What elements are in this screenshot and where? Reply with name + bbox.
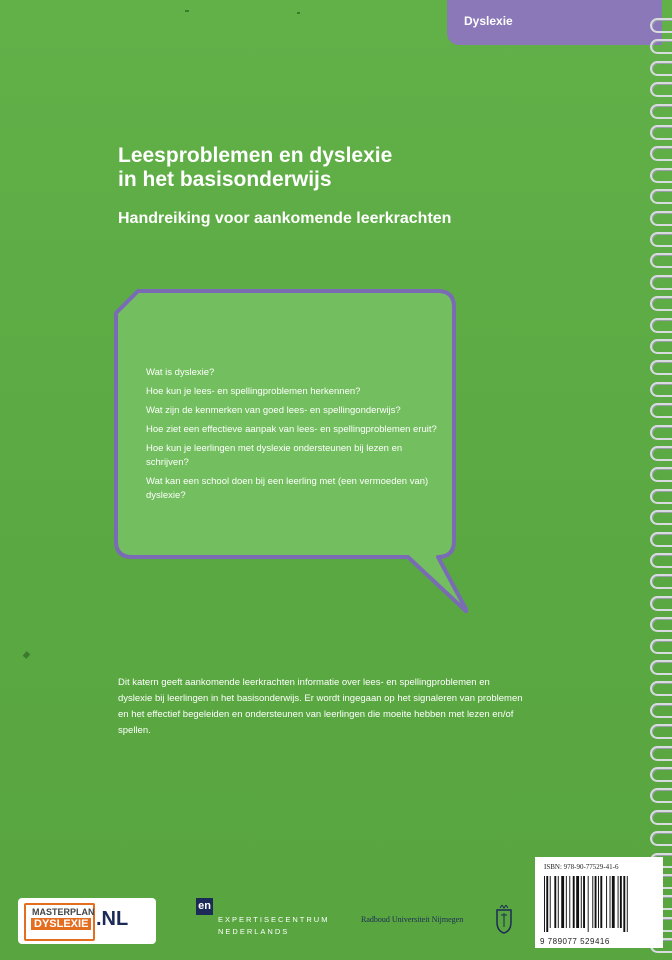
- question-list: [146, 366, 446, 508]
- barcode-bar: [610, 876, 611, 928]
- spiral-coil: [650, 746, 672, 761]
- barcode-bar: [618, 876, 619, 928]
- spiral-coil: [650, 253, 672, 268]
- barcode-bar: [550, 876, 551, 928]
- barcode-bar: [623, 876, 625, 932]
- spiral-coil: [650, 831, 672, 846]
- radboud-logo-text: Radboud Universiteit Nijmegen: [361, 915, 464, 924]
- spiral-coil: [650, 61, 672, 76]
- category-tab-label: Dyslexie: [464, 14, 513, 28]
- spiral-coil: [650, 382, 672, 397]
- spiral-coil: [650, 318, 672, 333]
- spiral-coil: [650, 18, 672, 33]
- spiral-coil: [650, 574, 672, 589]
- spiral-coil: [650, 125, 672, 140]
- spiral-coil: [650, 425, 672, 440]
- print-speck: [297, 12, 300, 14]
- spiral-coil: [650, 767, 672, 782]
- barcode-bar: [600, 876, 602, 928]
- spiral-coil: [650, 275, 672, 290]
- spiral-binding: [650, 18, 672, 958]
- book-title-line-1: Leesproblemen en dyslexie: [118, 144, 393, 167]
- barcode-bar: [561, 876, 564, 928]
- barcode-bar: [554, 876, 556, 928]
- spiral-coil: [650, 211, 672, 226]
- book-title-line-2: in het basisonderwijs: [118, 168, 332, 191]
- barcode-bar: [627, 876, 628, 932]
- barcode-bar: [544, 876, 545, 932]
- barcode-bar: [573, 876, 575, 928]
- spiral-coil: [650, 724, 672, 739]
- spiral-coil: [650, 489, 672, 504]
- spiral-coil: [650, 681, 672, 696]
- question-item: Hoe kun je lees- en spellingproblemen herkennen?: [146, 386, 361, 397]
- barcode-bar: [592, 876, 593, 928]
- barcode-bar: [566, 876, 567, 928]
- barcode-bar: [620, 876, 622, 928]
- isbn-text: ISBN: 978-90-77529-41-6: [544, 863, 619, 871]
- spiral-coil: [650, 553, 672, 568]
- spiral-coil: [650, 189, 672, 204]
- print-speck: [185, 10, 189, 12]
- spiral-coil: [650, 617, 672, 632]
- spiral-coil: [650, 403, 672, 418]
- barcode-bar: [595, 876, 597, 928]
- radboud-crest-icon: [494, 905, 514, 935]
- spiral-coil: [650, 660, 672, 675]
- expertisecentrum-logo-line-2: NEDERLANDS: [218, 927, 290, 936]
- barcode-image: [544, 876, 656, 932]
- spiral-coil: [650, 296, 672, 311]
- spiral-coil: [650, 639, 672, 654]
- spiral-coil: [650, 360, 672, 375]
- barcode-bar: [606, 876, 607, 928]
- masterplan-logo-top: MASTERPLAN: [32, 907, 95, 917]
- spiral-coil: [650, 788, 672, 803]
- question-item: Wat zijn de kenmerken van goed lees- en spellingonderwijs?: [146, 405, 401, 416]
- expertisecentrum-logo-line-1: EXPERTISECENTRUM: [218, 915, 330, 924]
- book-title: [118, 144, 392, 192]
- barcode-bar: [588, 876, 589, 932]
- barcode-bar: [583, 876, 585, 928]
- spiral-coil: [650, 104, 672, 119]
- masterplan-logo-bottom: DYSLEXIE: [31, 918, 91, 930]
- barcode-bar: [581, 876, 582, 928]
- question-item: Hoe ziet een effectieve aanpak van lees- en spellingproblemen eruit?: [146, 424, 437, 435]
- spiral-coil: [650, 810, 672, 825]
- expertisecentrum-icon: en: [196, 898, 213, 915]
- spiral-coil: [650, 532, 672, 547]
- barcode-number: 9 789077 529416: [540, 937, 610, 946]
- barcode-bar: [612, 876, 615, 928]
- spiral-coil: [650, 146, 672, 161]
- barcode-bar: [546, 876, 548, 932]
- spiral-coil: [650, 596, 672, 611]
- barcode-bar: [569, 876, 570, 928]
- question-item: Hoe kun je leerlingen met dyslexie ondersteunen bij lezen en schrijven?: [146, 443, 403, 468]
- book-description: Dit katern geeft aankomende leerkrachten informatie over lees- en spellingproblemen en dyslexie bij leerlingen in het basisonderwijs. Er wordt ingegaan op het signaleren van problemen en het effectief begeleiden en ondersteunen van leerlingen die moeite hebben met lezen en/of spellen.: [118, 677, 523, 736]
- print-speck: [23, 651, 31, 659]
- question-item: Wat is dyslexie?: [146, 367, 215, 378]
- spiral-coil: [650, 39, 672, 54]
- book-subtitle: Handreiking voor aankomende leerkrachten: [118, 210, 452, 227]
- question-item: Wat kan een school doen bij een leerling met (een vermoeden van) dyslexie?: [146, 476, 429, 501]
- barcode-bar: [576, 876, 579, 928]
- spiral-coil: [650, 82, 672, 97]
- spiral-coil: [650, 467, 672, 482]
- spiral-coil: [650, 510, 672, 525]
- spiral-coil: [650, 168, 672, 183]
- spiral-coil: [650, 446, 672, 461]
- spiral-coil: [650, 703, 672, 718]
- spiral-coil: [650, 232, 672, 247]
- barcode-bar: [558, 876, 559, 928]
- barcode-bar: [598, 876, 599, 928]
- spiral-coil: [650, 339, 672, 354]
- masterplan-logo-suffix: .NL: [96, 908, 129, 930]
